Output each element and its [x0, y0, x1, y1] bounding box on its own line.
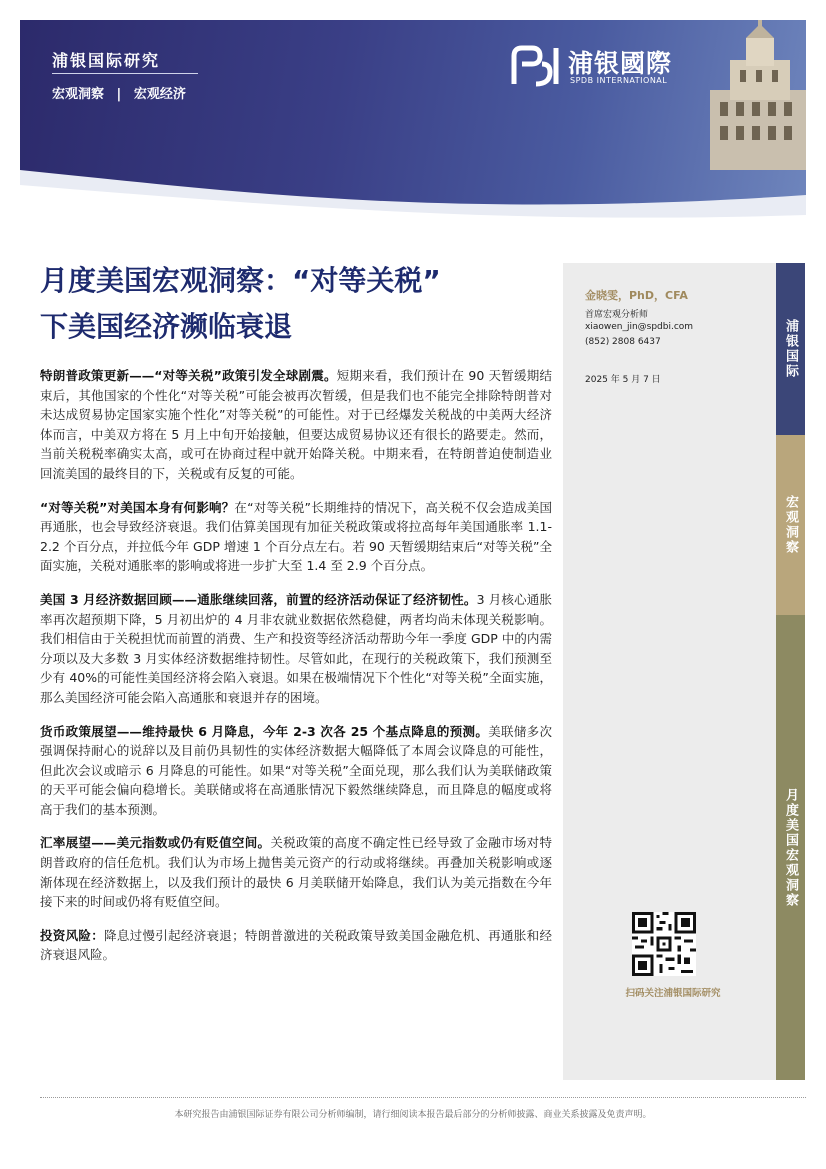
- paragraph-fx-outlook: [40, 833, 552, 911]
- brand-divider: [52, 73, 198, 74]
- footer-divider: [40, 1097, 806, 1098]
- paragraph-march-data: [40, 590, 552, 708]
- title-line-2: 下美国经济濒临衰退: [40, 310, 293, 343]
- tab-spdb-international: 浦银国际: [776, 263, 805, 435]
- qr-code-icon[interactable]: [632, 912, 696, 976]
- subtitle-right: 宏观经济: [133, 87, 186, 102]
- paragraph-heading: 投资风险：: [40, 927, 105, 943]
- logo-chinese: 浦银國際: [568, 49, 673, 78]
- paragraph-policy-update: [40, 366, 552, 484]
- paragraph-heading: 汇率展望——美元指数或仍有贬值空间。: [40, 835, 271, 851]
- analyst-phone: (852) 2808 6437: [585, 337, 661, 347]
- subtitle-separator: |: [116, 87, 122, 102]
- paragraph-text: 短期来看，我们预计在 90 天暂缓期结束后，其他国家的个性化“对等关税”可能会被再次暂缓，但是我们也不能完全排除特朗普对未达成贸易协定国家实施个性化”对等关税”的可能性。对于已经爆发关税战的中美两大经济体而言，中美双方将在 5 月上中旬开始接触，但要达成贸易协议还有很长的路要走。然而，当前关税税率确实太高，或可在协商过程中就开始降关税。中期来看，在特朗普迫使制造业回流美国的最终目的下，关税或有反复的可能。: [40, 368, 552, 481]
- paragraph-heading: 特朗普政策更新——“对等关税”政策引发全球剧震。: [40, 368, 337, 383]
- paragraph-monetary-policy: [40, 722, 552, 820]
- tab-macro-insight: 宏观洞察: [776, 435, 805, 615]
- analyst-name: 金晓雯，PhD，CFA: [585, 289, 688, 302]
- spdb-logo-icon: [510, 44, 562, 88]
- paragraph-heading: “对等关税”对美国本身有何影响？: [40, 499, 235, 515]
- analyst-email[interactable]: xiaowen_jin@spdbi.com: [585, 322, 694, 332]
- brand-title: 浦银国际研究: [52, 51, 161, 70]
- report-date: 2025 年 5 月 7 日: [585, 375, 661, 385]
- tab-monthly-us-macro: 月度美国宏观洞察: [776, 615, 805, 1080]
- paragraph-text: 3 月核心通胀率再次超预期下降，5 月初出炉的 4 月非农就业数据依然稳健，两者均尚未体现关税影响。我们相信由于关税担忧而前置的消费、生产和投资等经济活动帮助今年一季度 GDP 中的内需分项以及大多数 3 月实体经济数据维持韧性。尽管如此，在现行的关税政策下，我们预测至少有 40%的可能性美国经济将会陷入衰退。如果在极端情况下个性化“对等关税”全面实施，那么美国经济可能会陷入高通胀和衰退并存的困境。: [40, 591, 552, 705]
- paragraph-text: 美联储多次强调保持耐心的说辞以及目前仍具韧性的实体经济数据大幅降低了本周会议降息的可能性，但此次会议或暗示 6 月降息的可能性。如果“对等关税”全面兑现，那么我们认为美联储政策的天平可能会偏向稳增长。美联储或将在高通胀情况下毅然继续降息，而且降息的幅度或将高于我们的基本预测。: [40, 723, 552, 817]
- paragraph-text: 在“对等关税”长期维持的情况下，高关税不仅会造成美国再通胀，也会导致经济衰退。我们估算美国现有加征关税政策或将拉高每年美国通胀率 1.1-2.2 个百分点，并拉低今年 GDP 增速 1 个百分点左右。若 90 天暂缓期结束后“对等关税”全面实施，关税对通胀率的影响或将进一步扩大至 1.4 至 2.9 个百分点。: [40, 499, 552, 574]
- main-body: [40, 366, 552, 979]
- header-banner: [20, 20, 806, 230]
- report-title: [40, 258, 560, 350]
- paragraph-heading: 美国 3 月经济数据回顾——通胀继续回落，前置的经济活动保证了经济韧性。: [40, 591, 477, 607]
- qr-caption: 扫码关注浦银国际研究: [625, 988, 721, 999]
- paragraph-tariff-impact: [40, 498, 552, 576]
- brand-subtitle: [52, 83, 194, 102]
- paragraph-heading: 货币政策展望——维持最快 6 月降息，今年 2-3 次各 25 个基点降息的预测。: [40, 723, 489, 739]
- subtitle-left: 宏观洞察: [52, 87, 105, 102]
- paragraph-text: 降息过慢引起经济衰退；特朗普激进的关税政策导致美国金融危机、再通胀和经济衰退风险。: [40, 927, 552, 963]
- title-line-1: 月度美国宏观洞察：“对等关税”: [40, 264, 441, 297]
- analyst-role: 首席宏观分析师: [585, 310, 649, 320]
- footer-disclaimer: 本研究报告由浦银国际证券有限公司分析师编制，请行细阅读本报告最后部分的分析师披露、商业关系披露及免责声明。: [174, 1110, 652, 1120]
- logo-english: SPDB INTERNATIONAL: [570, 76, 668, 85]
- paragraph-investment-risk: [40, 926, 552, 965]
- paragraph-text: 关税政策的高度不确定性已经导致了金融市场对特朗普政府的信任危机。我们认为市场上抛售美元资产的行动或将继续。再叠加关税影响或逐渐体现在经济数据上，以及我们预计的最快 6 月美联储开始降息，我们认为美元指数在今年接下来的时间或仍将有贬值空间。: [40, 835, 552, 910]
- building-illustration: [680, 20, 806, 170]
